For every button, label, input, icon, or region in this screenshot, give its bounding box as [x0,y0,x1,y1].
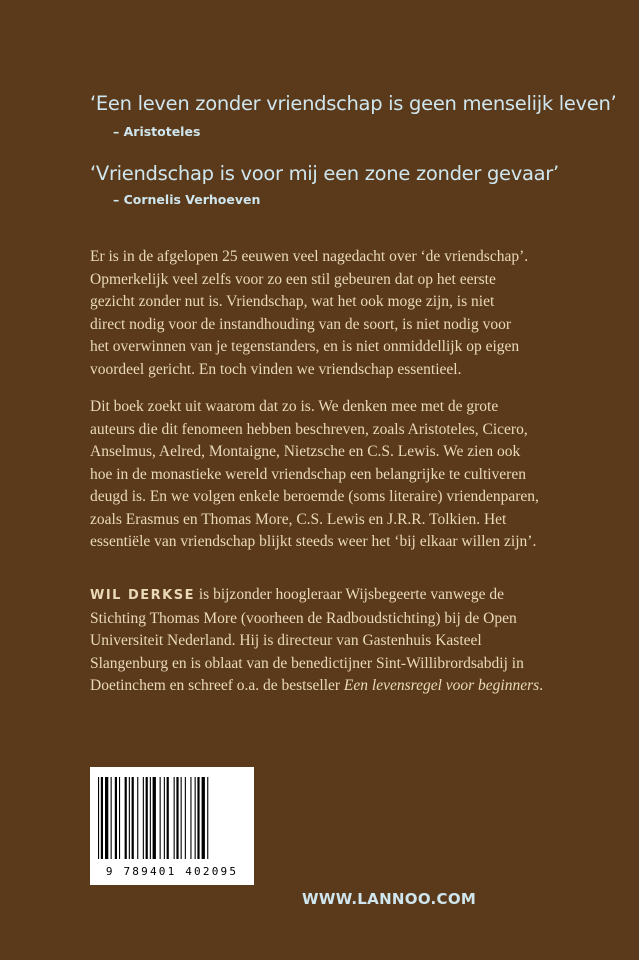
author-bio-first-line [90,584,580,608]
author-bio [90,584,580,698]
paragraph-line: Dit boek zoekt uit waarom dat zo is. We denken mee met de grote [90,398,499,415]
paragraph-line: essentiële van vriendschap blijkt steeds weer het ‘bij elkaar willen zijn’. [90,533,537,550]
quote-2-author: – Cornelis Verhoeven [113,192,261,207]
paragraph-line: Anselmus, Aelred, Montaigne, Nietzsche en C.S. Lewis. We zien ook [90,443,521,460]
quote-1-text: ‘Een leven zonder vriendschap is geen menselijk leven’ [90,92,617,115]
description-paragraph-2 [90,396,580,554]
author-name: WIL DERKSE [90,588,195,603]
isbn-digits: 9 789401 402095 [105,865,239,878]
barcode-bars [96,777,246,859]
barcode [90,767,254,885]
publisher-website[interactable]: WWW.LANNOO.COM [302,890,477,908]
paragraph-line: het overwinnen van je tegenstanders, en is niet onmiddellijk op eigen [90,338,520,355]
paragraph-line: auteurs die dit fenomeen hebben beschreven, zoals Aristoteles, Cicero, [90,420,528,438]
author-bio-text: is bijzonder hoogleraar Wijsbegeerte vanwege de [194,586,504,603]
paragraph-line: zoals Erasmus en Thomas More, C.S. Lewis en J.R.R. Tolkien. Het [90,510,507,528]
quote-1-author: – Aristoteles [113,124,201,139]
paragraph-line: Opmerkelijk veel zelfs voor zo een stil gebeuren dat op het eerste [90,270,496,288]
author-bio-line: Slangenburg en is oblaat van de benedictijner Sint-Willibrordsabdij in [90,654,524,672]
description-paragraph-1 [90,246,580,381]
paragraph-line: direct nodig voor de instandhouding van de soort, is niet nodig voor [90,315,512,333]
author-bio-text: . [539,677,544,694]
paragraph-line: gezicht zonder nut is. Vriendschap, wat het ook moge zijn, is niet [90,293,495,310]
author-bio-text: Doetinchem en schreef o.a. de bestseller [90,677,344,694]
paragraph-line: hoe in de monastieke wereld vriendschap een belangrijke te cultiveren [90,465,526,483]
author-bio-last-line [90,675,580,698]
paragraph-line: deugd is. En we volgen enkele beroemde (soms literaire) vriendenparen, [90,488,539,505]
quote-2-text: ‘Vriendschap is voor mij een zone zonder gevaar’ [90,162,559,185]
paragraph-line: voordeel gericht. En toch vinden we vriendschap essentieel. [90,360,462,378]
book-title: Een levensregel voor beginners [343,677,540,694]
author-bio-line: Stichting Thomas More (voorheen de Radboudstichting) bij de Open [90,609,517,627]
paragraph-line: Er is in de afgelopen 25 eeuwen veel nagedacht over ‘de vriendschap’. [90,248,529,265]
author-bio-line: Universiteit Nederland. Hij is directeur van Gastenhuis Kasteel [90,632,482,649]
